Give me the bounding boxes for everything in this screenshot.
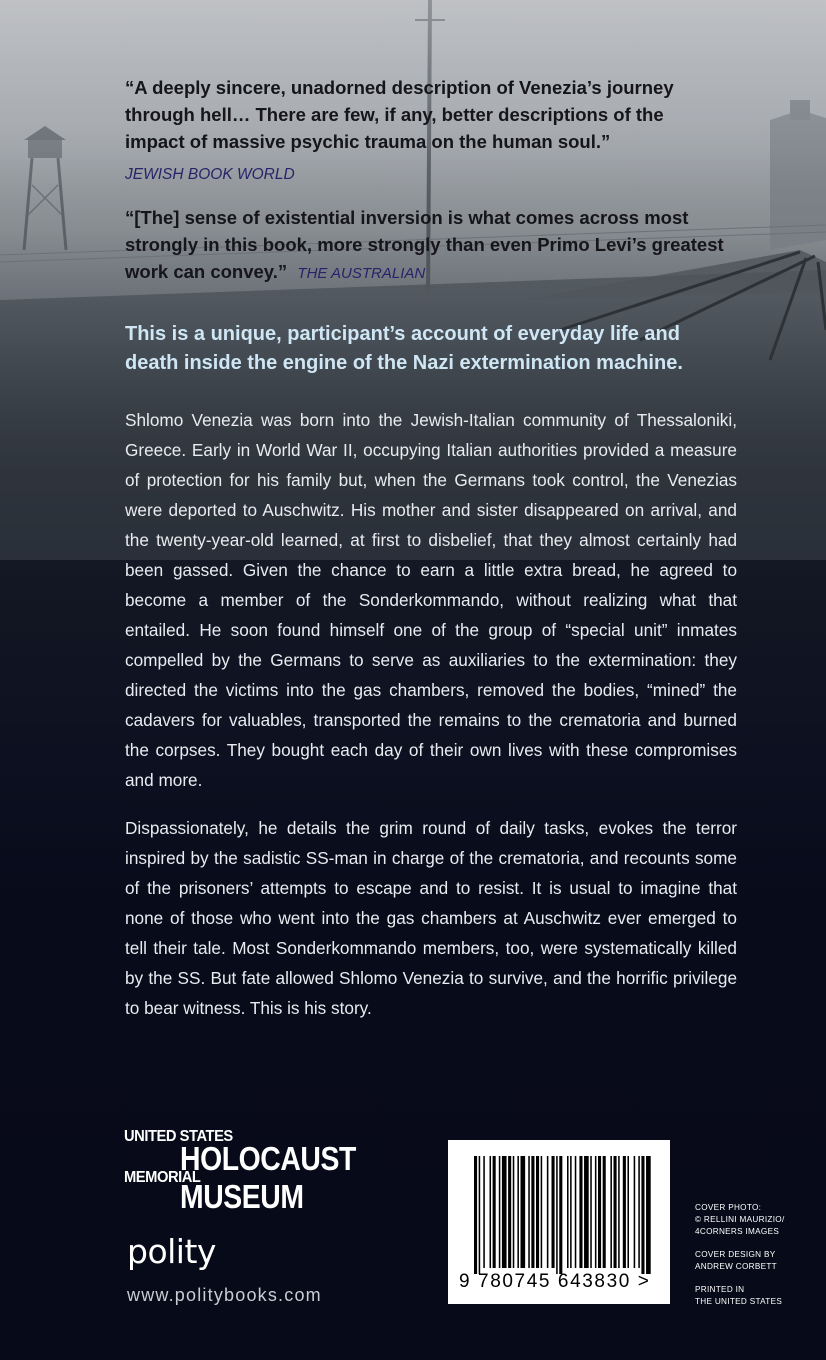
barcode-bar (567, 1156, 569, 1268)
barcode-bar (552, 1156, 555, 1268)
printed-credit-line-1: PRINTED IN (695, 1285, 745, 1294)
ushmm-logo-line-2: HOLOCAUST (180, 1140, 356, 1177)
barcode-bar (618, 1156, 620, 1268)
cover-credits (695, 1202, 820, 1319)
barcode-bar (528, 1156, 530, 1268)
barcode-bar (513, 1156, 515, 1268)
printed-credit (695, 1284, 820, 1308)
barcode-bar (595, 1156, 597, 1268)
barcode-bar (634, 1156, 636, 1268)
barcode-bar (531, 1156, 534, 1268)
barcode-bar (584, 1156, 589, 1268)
review-source-1: JEWISH BOOK WORLD (125, 166, 295, 183)
photo-credit (695, 1202, 820, 1238)
isbn-barcode (448, 1140, 670, 1304)
ushmm-logo-line-3: MEMORIAL (124, 1169, 201, 1186)
review-quote-2 (125, 204, 725, 287)
ushmm-logo-line-1: UNITED STATES (124, 1128, 233, 1145)
barcode-bar (575, 1156, 577, 1268)
barcode-bar (508, 1156, 511, 1268)
review-quote-2-text: “[The] sense of existential inversion is what comes across most strongly in this book, more strongly than even Primo Levi’s greatest work can convey.” (125, 207, 724, 282)
barcode-bar (517, 1156, 519, 1268)
barcode-bar (490, 1156, 492, 1268)
barcode-bar (474, 1156, 477, 1274)
barcode-bar (610, 1156, 612, 1268)
review-source-2: THE AUSTRALIAN (297, 265, 426, 282)
barcode-bar (641, 1156, 644, 1274)
barcode-bar (521, 1156, 526, 1268)
barcode-bar (570, 1156, 572, 1268)
photo-credit-line-1: COVER PHOTO: (695, 1203, 762, 1212)
barcode-bar (493, 1156, 496, 1268)
barcode-bar (638, 1156, 640, 1268)
design-credit-line-1: COVER DESIGN BY (695, 1250, 776, 1259)
barcode-bar (614, 1156, 617, 1268)
isbn-digits: 9 780745 643830 > (459, 1271, 651, 1292)
book-tagline: This is a unique, participant’s account of everyday life and death inside the engine of the Nazi extermination machine. (125, 323, 683, 374)
design-credit-line-2: ANDREW CORBETT (695, 1262, 777, 1271)
barcode-bar (483, 1156, 485, 1268)
barcode-bar (623, 1156, 626, 1268)
ushmm-logo (124, 1128, 356, 1215)
barcode-bar (598, 1156, 601, 1268)
barcode-bar (499, 1156, 501, 1268)
barcode-bar (547, 1156, 549, 1268)
barcode-bar (536, 1156, 539, 1268)
barcode-bar (479, 1156, 481, 1274)
barcode-bar (541, 1156, 543, 1268)
printed-credit-line-2: THE UNITED STATES (695, 1297, 783, 1306)
photo-credit-line-2: © RELLINI MAURIZIO/ (695, 1215, 785, 1224)
review-quote-1-text: “A deeply sincere, unadorned description of Venezia’s journey through hell… There are few, if any, better descriptions of the impact of massive psychic trauma on the human soul.” (125, 77, 674, 152)
barcode-bar (502, 1156, 507, 1268)
polity-logo: polity (127, 1232, 216, 1271)
barcode-bar (559, 1156, 562, 1274)
barcode-bar (646, 1156, 651, 1274)
barcode-bar (603, 1156, 606, 1268)
description-paragraph-2: Dispassionately, he details the grim round of daily tasks, evokes the terror inspired by the sadistic SS-man in charge of the crematoria, and recounts some of the prisoners’ attempts to escape and to resist. It is usual to imagine that none of those who went into the gas chambers at Auschwitz ever emerged to tell their tale. Most Sonderkommando members, too, were systematically killed by the SS. But fate allowed Shlomo Venezia to survive, and the horrific privilege to bear witness. This is his story. (125, 818, 737, 1018)
publisher-website: www.politybooks.com (127, 1285, 322, 1305)
design-credit (695, 1249, 820, 1273)
barcode-bar (627, 1156, 629, 1268)
barcode-bar (590, 1156, 592, 1268)
description-paragraph-1: Shlomo Venezia was born into the Jewish-Italian community of Thessaloniki, Greece. Early in World War II, occupying Italian authorities provided a measure of protection for his family but, when the Germans took control, the Venezias were deported to Auschwitz. His mother and sister disappeared on arrival, and the twenty-year-old learned, at first to disbelief, that they almost certainly had been gassed. Given the chance to earn a little extra bread, he agreed to become a member of the Sonderkommando, without realizing what that entailed. He soon found himself one of the group of “special unit” inmates compelled by the Germans to serve as auxiliaries to the extermination: they directed the victims into the gas chambers, removed the bodies, “mined” the cadavers for valuables, transported the remains to the crematoria and burned the corpses. They bought each day of their own lives with these compromises and more. (125, 410, 737, 790)
review-quote-1 (125, 74, 725, 155)
ushmm-logo-line-4: MUSEUM (180, 1178, 304, 1215)
barcode-bar (556, 1156, 558, 1274)
photo-credit-line-3: 4CORNERS IMAGES (695, 1227, 780, 1236)
barcode-bar (579, 1156, 582, 1268)
